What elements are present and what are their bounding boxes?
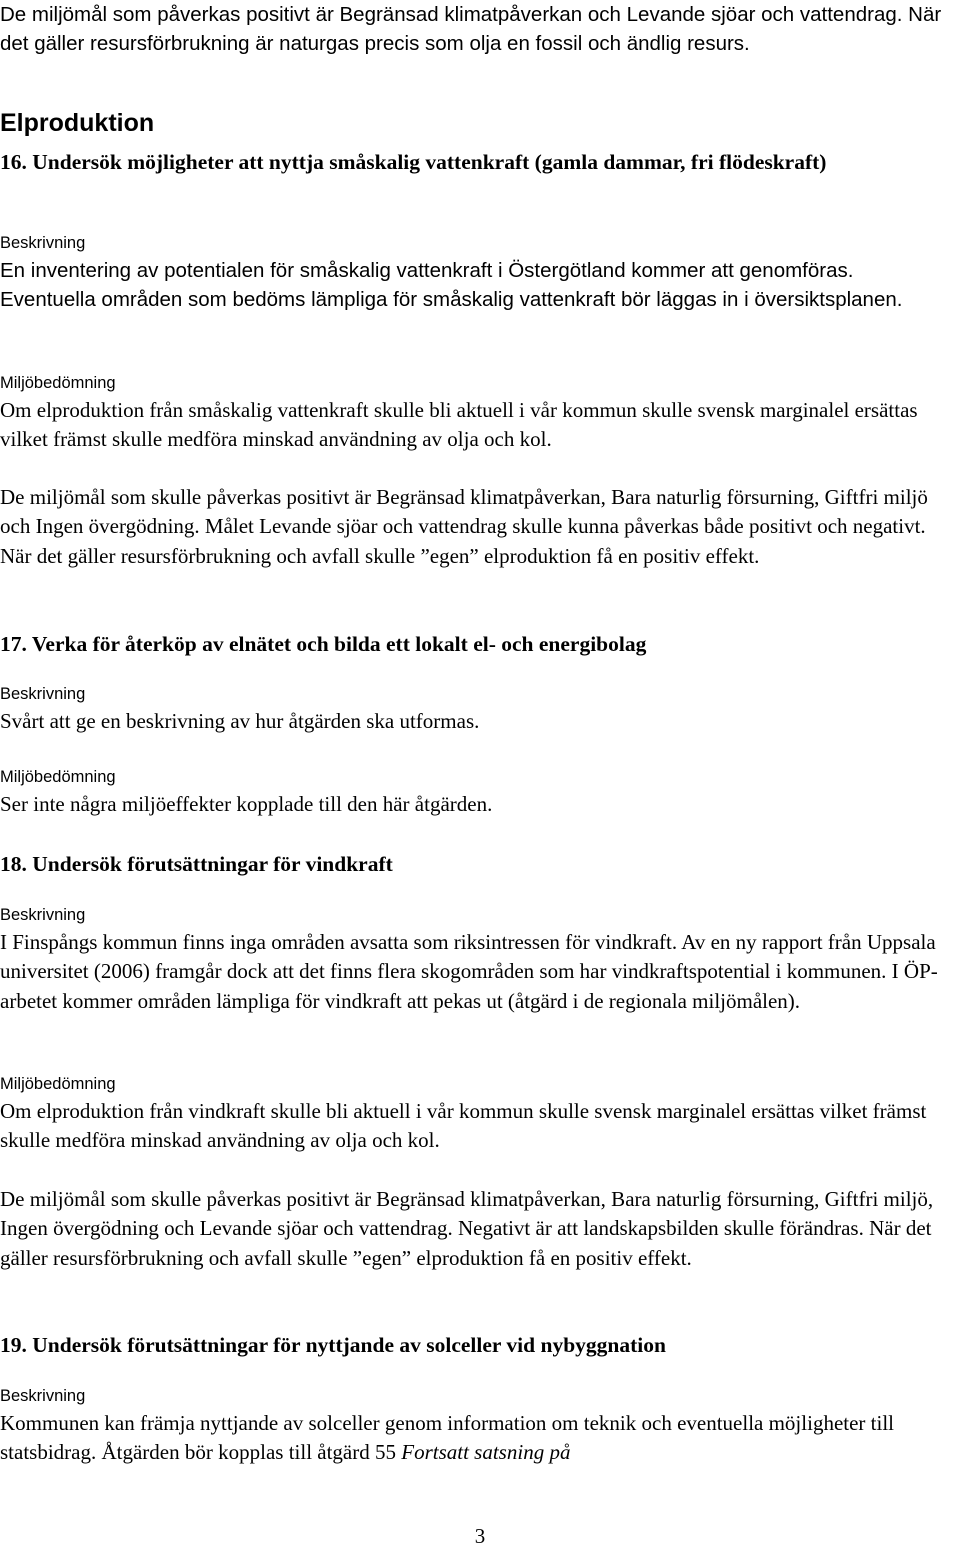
item-18-description: I Finspångs kommun finns inga områden avsatta som riksintressen för vindkraft. Av en ny rapport från Uppsala universitet (2006) framgår dock att det finns flera skogområden som har vindkraftspotential i kommunen. I ÖP-arbetet kommer områden lämpliga för vindkraft att pekas ut (åtgärd i de regionala miljömålen). [0,930,938,1013]
item-17-assessment: Ser inte några miljöeffekter kopplade till den här åtgärden. [0,792,493,816]
intro-paragraph: De miljömål som påverkas positivt är Begränsad klimatpåverkan och Levande sjöar och vattendrag. När det gäller resursförbrukning är naturgas precis som olja en fossil och ändlig resurs. [0,3,942,55]
item-16-description-label: Beskrivning [0,234,86,252]
item-18-title [0,850,958,879]
item-16-assessment-label: Miljöbedömning [0,374,116,392]
item-18-number: 18. [0,852,27,876]
item-16-description-continued [0,285,958,314]
item-17-number: 17. [0,632,27,656]
item-18-title-text: Undersök förutsättningar för vindkraft [32,852,393,876]
item-19-description-label: Beskrivning [0,1387,86,1405]
item-19-title [0,1331,958,1360]
item-16-description [0,256,958,285]
item-18-description-label: Beskrivning [0,906,86,924]
item-17-assessment-label: Miljöbedömning [0,768,116,786]
page-number: 3 [474,1524,486,1548]
item-18-assessment-2: De miljömål som skulle påverkas positivt är Begränsad klimatpåverkan, Bara naturlig försurning, Giftfri miljö, Ingen övergödning och Levande sjöar och vattendrag. Negativt är att landskapsbilden skulle förändras. När det gäller resursförbrukning och avfall skulle ”egen” elproduktion få en positiv effekt. [0,1187,934,1270]
item-16-assessment-1: Om elproduktion från småskalig vattenkraft skulle bli aktuell i vår kommun skulle svensk marginalel ersättas vilket främst skulle medföra minskad användning av olja och kol. [0,398,918,452]
item-19-description-text: Kommunen kan främja nyttjande av solceller genom information om teknik och eventuella möjligheter till statsbidrag. Åtgärden bör kopplas till åtgärd 55 [0,1411,894,1465]
item-16-assessment-2: De miljömål som skulle påverkas positivt är Begränsad klimatpåverkan, Bara naturlig försurning, Giftfri miljö och Ingen övergödning. Målet Levande sjöar och vattendrag skulle kunna påverkas både positivt och negativt. När det gäller resursförbrukning och avfall skulle ”egen” elproduktion få en positiv effekt. [0,485,928,568]
item-17-title [0,630,958,659]
item-17-title-text: Verka för återköp av elnätet och bilda ett lokalt el- och energibolag [31,632,647,656]
item-17-description-label: Beskrivning [0,685,86,703]
item-18-assessment-1: Om elproduktion från vindkraft skulle bli aktuell i vår kommun skulle svensk marginalel ersättas vilket främst skulle medföra minskad användning av olja och kol. [0,1099,927,1153]
item-19-number: 19. [0,1333,27,1357]
item-16-description-sans: En inventering av potentialen för småskalig vattenkraft i Östergötland kommer att genomföras. [0,259,854,282]
item-16-description-serif: Eventuella områden som bedöms lämpliga för småskalig vattenkraft bör läggas in i översiktsplanen. [0,288,903,311]
item-19-title-text: Undersök förutsättningar för nyttjande av solceller vid nybyggnation [32,1333,666,1357]
item-18-assessment-label: Miljöbedömning [0,1075,116,1093]
item-19-description-italic: Fortsatt satsning på [401,1440,571,1465]
section-heading: Elproduktion [0,109,155,137]
item-16-title: 16. Undersök möjligheter att nyttja småskalig vattenkraft (gamla dammar, fri flödeskraft) [0,150,827,174]
item-17-description: Svårt att ge en beskrivning av hur åtgärden ska utformas. [0,709,480,733]
item-19-description [0,1409,958,1468]
